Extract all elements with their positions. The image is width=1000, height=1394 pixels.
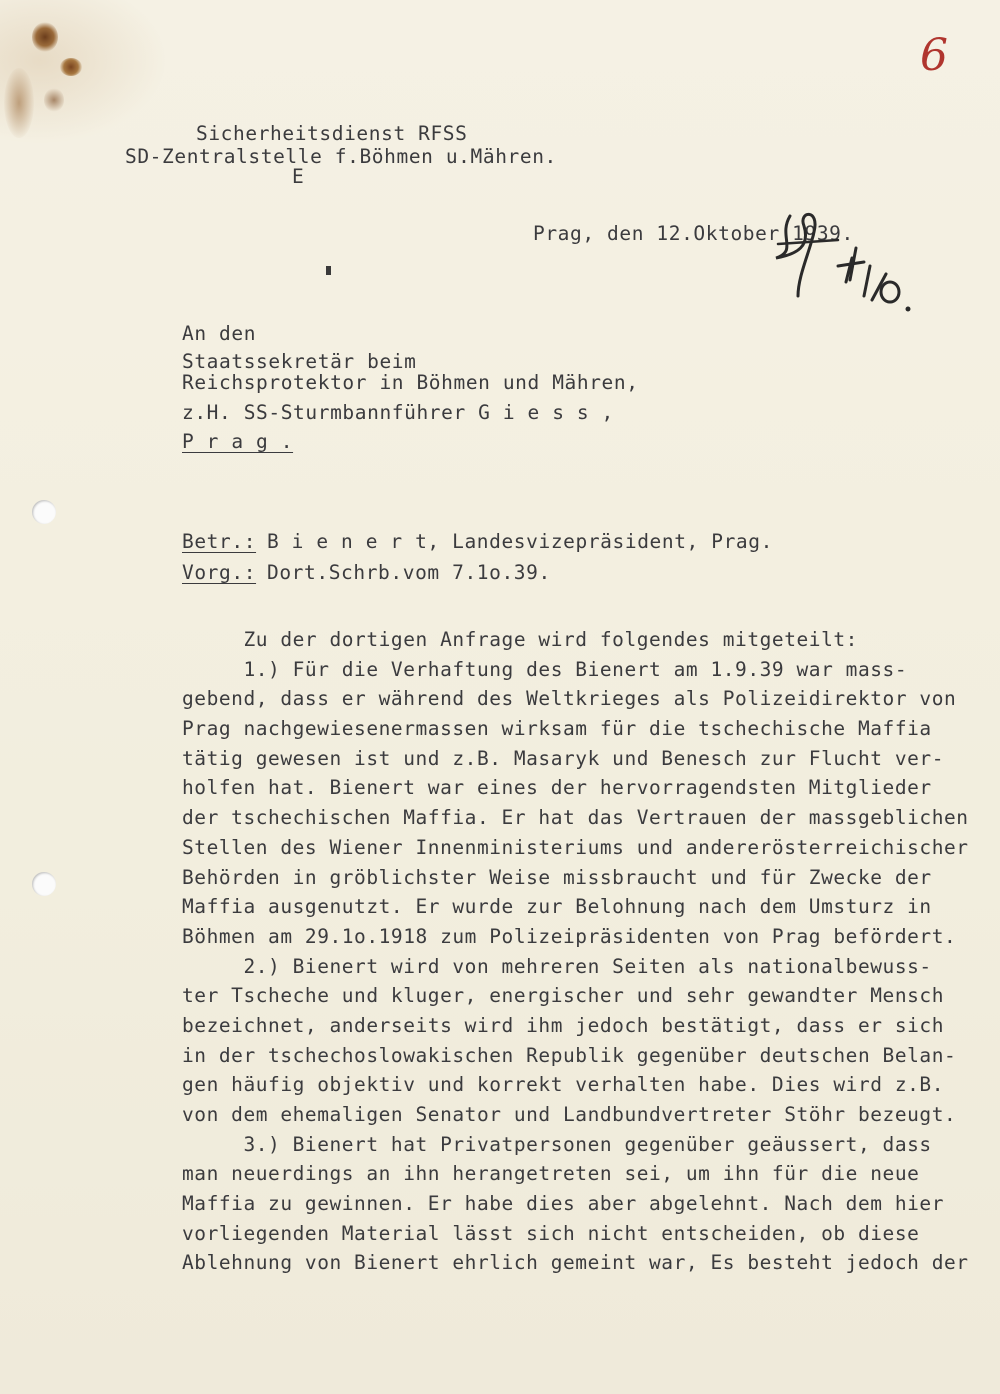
sender-line-1: Sicherheitsdienst RFSS (196, 122, 468, 145)
recipient-line-1: An den (182, 322, 257, 345)
body-line: ter Tscheche und kluger, energischer und sehr gewandter Mensch (182, 984, 944, 1008)
recipient-line-4: z.H. SS-Sturmbannführer G i e s s , (182, 401, 614, 424)
body-line: gebend, dass er während des Weltkrieges als Polizeidirektor von (182, 687, 957, 711)
punch-hole (32, 872, 56, 896)
body-line: von dem ehemaligen Senator und Landbundvertreter Stöhr bezeugt. (182, 1103, 957, 1126)
subject-label: Betr.: (182, 530, 257, 553)
stain-mark (60, 58, 82, 76)
body-line: in der tschechoslowakischen Republik gegenüber deutschen Belan- (182, 1043, 957, 1067)
body-line: 3.) Bienert hat Privatpersonen gegenüber geäussert, dass (182, 1132, 932, 1156)
body-line: 2.) Bienert wird von mehreren Seiten als nationalbewuss- (182, 954, 932, 978)
body-line: 1.) Für die Verhaftung des Bienert am 1.9.39 war mass- (182, 657, 908, 681)
body-line: gen häufig objektiv und korrekt verhalten habe. Dies wird z.B. (182, 1073, 944, 1097)
body-line: der tschechischen Maffia. Er hat das Vertrauen der massgeblichen (182, 806, 969, 830)
body-line: bezeichnet, anderseits wird ihm jedoch bestätigt, dass er sich (182, 1013, 944, 1037)
recipient-city: P r a g . (182, 430, 294, 453)
body-line: man neuerdings an ihn herangetreten sei, um ihn für die neue (182, 1162, 920, 1186)
body-line: vorliegenden Material lässt sich nicht entscheiden, ob diese (182, 1221, 920, 1245)
letter-body (182, 625, 969, 1278)
stain-mark (4, 68, 34, 138)
body-line: Prag nachgewiesenermassen wirksam für die tschechische Maffia (182, 717, 932, 741)
body-line: holfen hat. Bienert war eines der hervorragendsten Mitglieder (182, 776, 932, 800)
reference-text: Dort.Schrb.vom 7.1o.39. (267, 561, 551, 584)
sender-line-2: SD-Zentralstelle f.Böhmen u.Mähren. (125, 145, 557, 168)
sender-line-3: E (292, 165, 305, 188)
body-line: Behörden in gröblichster Weise missbraucht und für Zwecke der (182, 865, 932, 889)
stain-mark (44, 88, 64, 112)
reference-label: Vorg.: (182, 561, 257, 584)
stain-mark (32, 22, 58, 52)
handwritten-signature (768, 196, 918, 316)
body-line: Stellen des Wiener Innenministeriums und andererösterreichischer (182, 835, 969, 859)
page-number: 6 (920, 30, 948, 81)
body-line: Maffia zu gewinnen. Er habe dies aber abgelehnt. Nach dem hier (182, 1192, 944, 1216)
subject-text: B i e n e r t, Landesvizepräsident, Prag. (267, 530, 773, 553)
recipient-line-3: Reichsprotektor in Böhmen und Mähren, (182, 371, 639, 394)
body-line: Zu der dortigen Anfrage wird folgendes mitgeteilt: (182, 628, 858, 651)
date-line: Prag, den 12.Oktober 1939. (533, 222, 854, 245)
ink-dot (326, 266, 331, 275)
body-line: Ablehnung von Bienert ehrlich gemeint war, Es besteht jedoch der (182, 1251, 969, 1275)
body-line: tätig gewesen ist und z.B. Masaryk und Benesch zur Flucht ver- (182, 746, 944, 770)
punch-hole (32, 500, 56, 524)
body-line: Böhmen am 29.1o.1918 zum Polizeipräsidenten von Prag befördert. (182, 924, 957, 948)
body-line: Maffia ausgenutzt. Er wurde zur Belohnung nach dem Umsturz in (182, 895, 932, 919)
recipient-line-2: Staatssekretär beim (182, 350, 417, 373)
